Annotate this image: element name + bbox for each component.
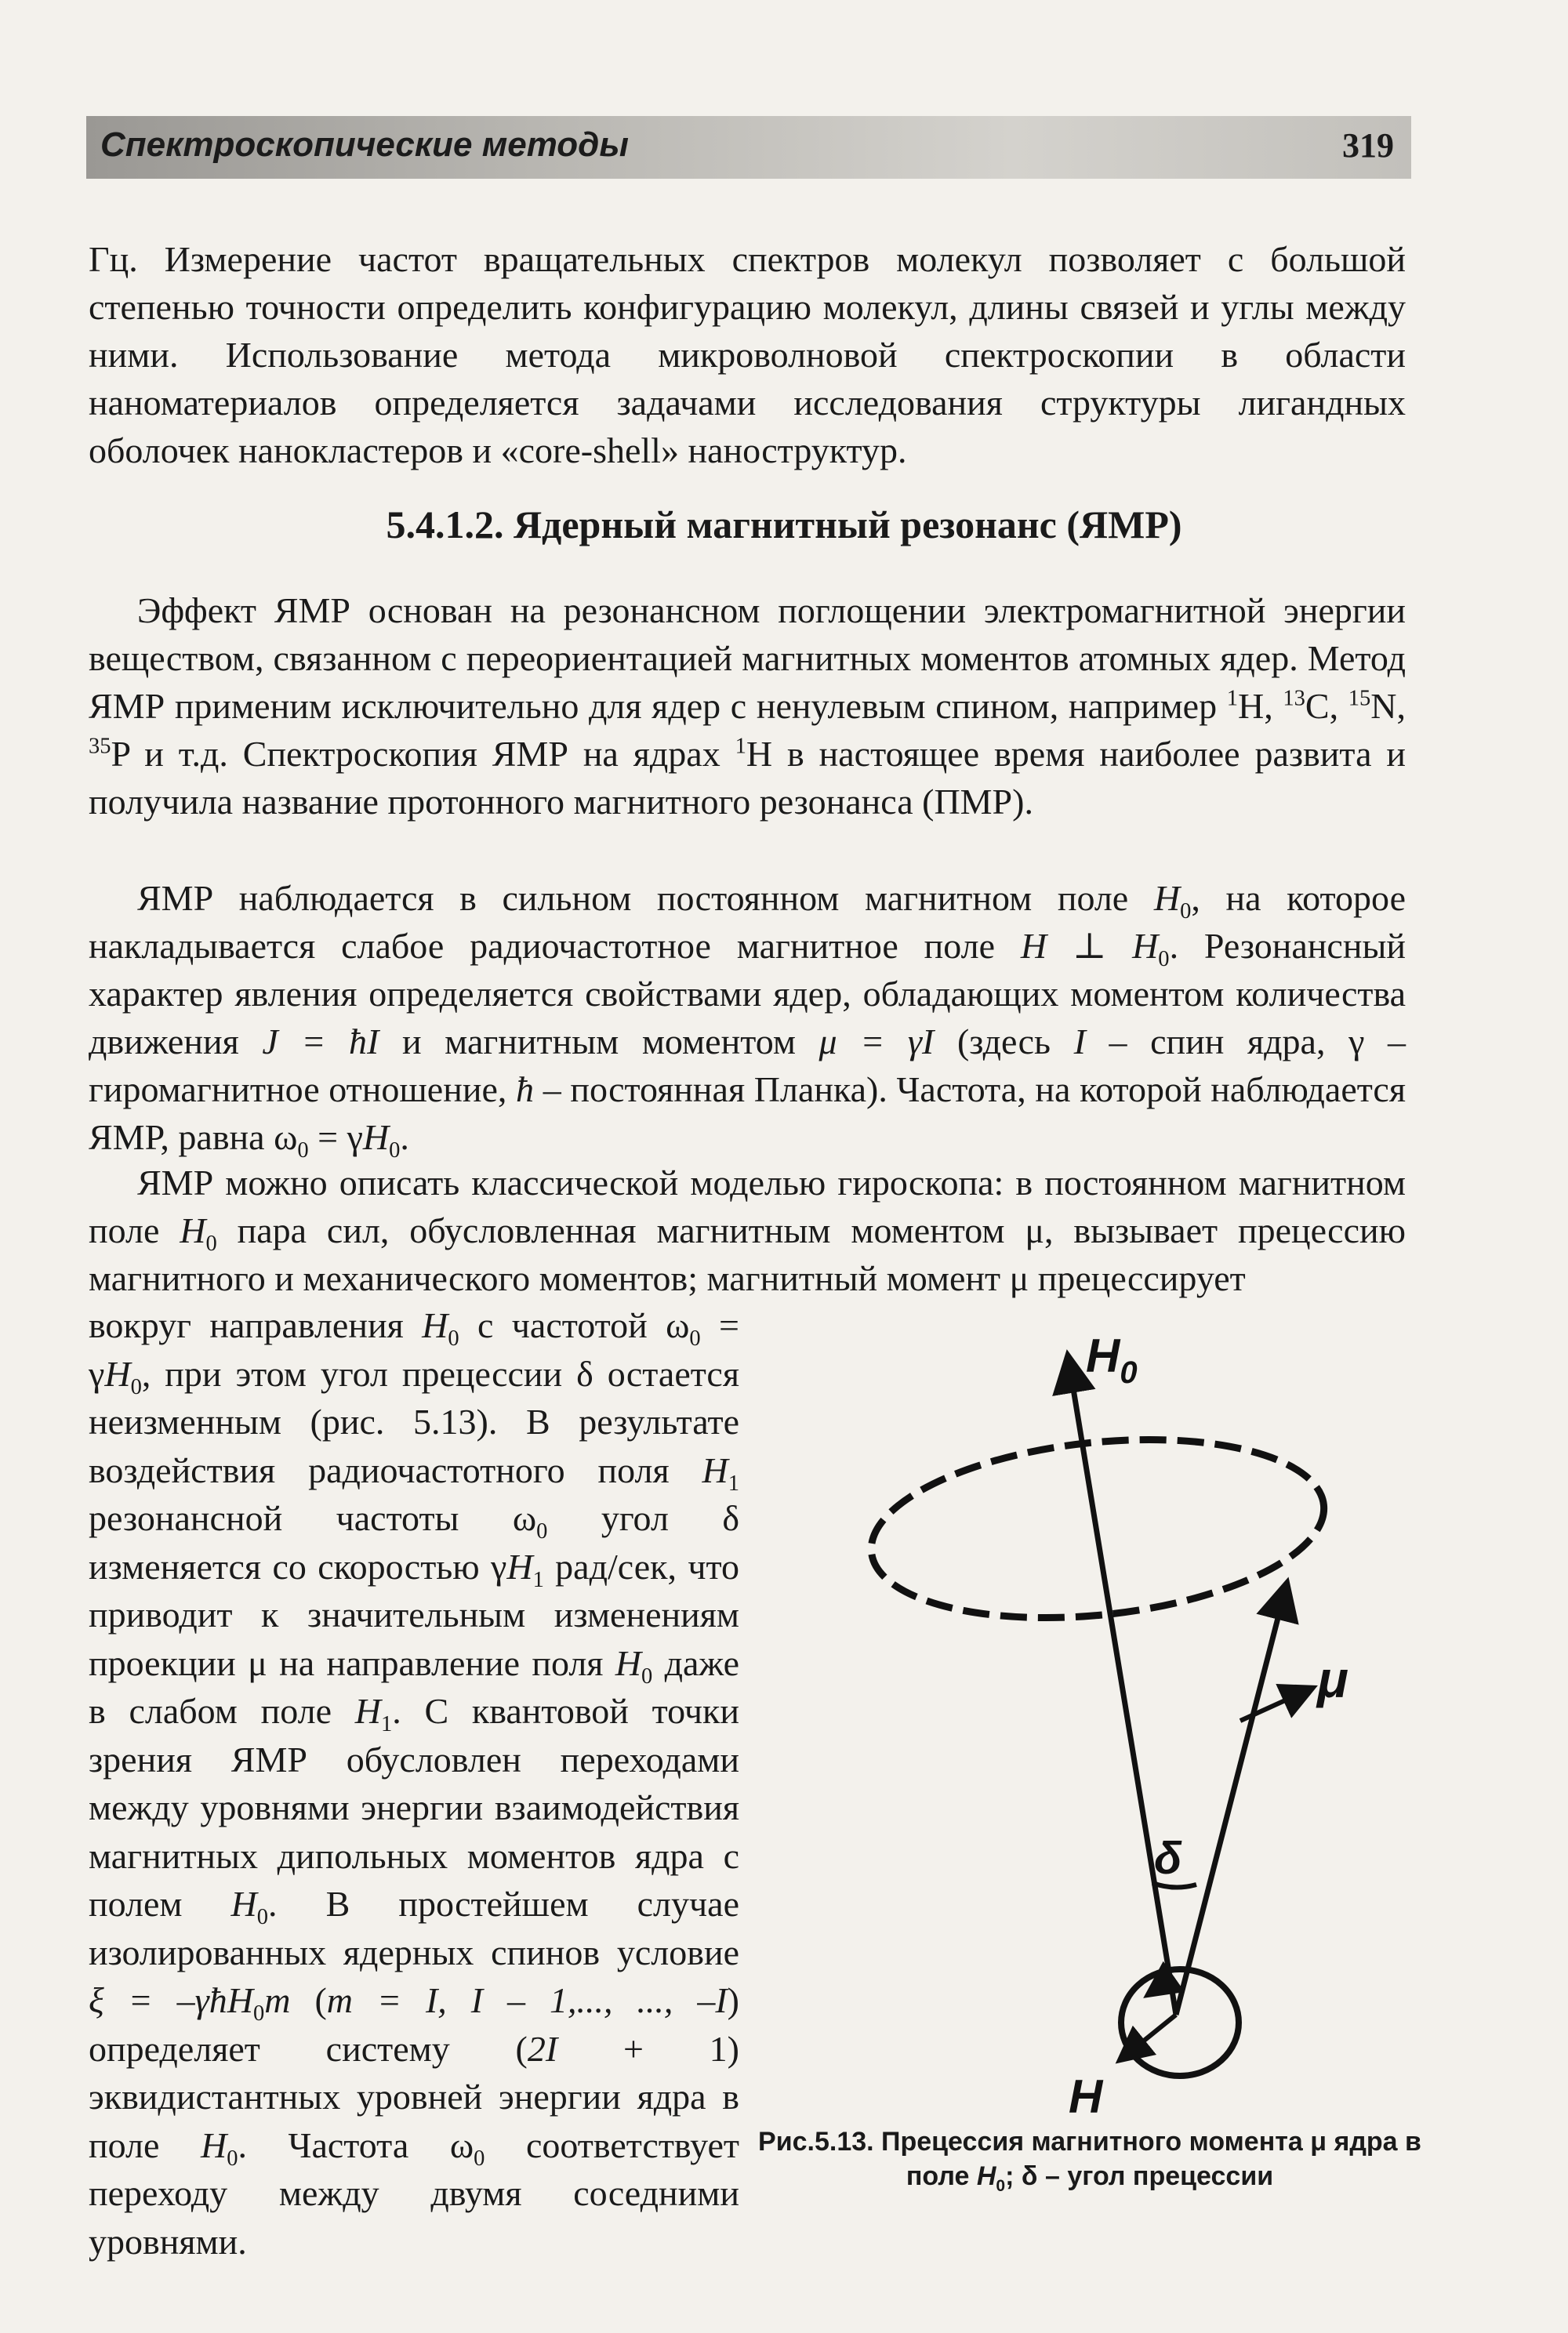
running-header-title: Спектроскопические методы	[100, 125, 629, 164]
label-mu: μ	[1317, 1650, 1348, 1708]
paragraph-gyroscope: ЯМР можно описать классической моделью гироскопа: в постоянном магнитном поле $H_0$ пара сил, обусловленная магнитным моментом μ, вызывает прецессию магнитного и механического моментов; магнитный момент μ прецессирует	[89, 1163, 1406, 1298]
h0-axis-arrow	[1069, 1360, 1176, 2015]
page-number: 319	[1342, 126, 1394, 165]
paragraph-intro: Гц. Измерение частот вращательных спектров молекул позволяет с большой степенью точности определить конфигурацию молекул, длины связей и углы между ними. Использование метода микроволновой спектроскопии в области наноматериалов определяется задачами исследования структуры лигандных оболочек нанокластеров и «core-shell» наноструктур.	[89, 239, 1406, 470]
figure-caption: Рис.5.13. Прецессия магнитного момента μ ядра в поле $H_0$; δ – угол прецессии	[758, 2127, 1421, 2195]
precession-direction-arrow	[1240, 1689, 1309, 1721]
label-delta: δ	[1154, 1833, 1182, 1884]
paragraph-nmr-field: ЯМР наблюдается в сильном постоянном магнитном поле $H_0$, на которое накладывается слабое радиочастотное магнитное поле H ⊥ $H_0$. Резонансный характер явления определяется свойствами ядер, обладающих моментом количества движения J = ħI и магнитным моментом μ = γI (здесь I – спин ядра, γ – гиромагнитное отношение, ħ – постоянная Планка). Частота, на которой наблюдается ЯМР, равна $\omega_0 = \gamma H_0$.	[89, 878, 1406, 1163]
mu-vector-arrow	[1176, 1587, 1286, 2015]
label-h0: $H_0$	[1086, 1330, 1138, 1390]
precession-figure	[847, 1325, 1427, 2187]
caption-label: Рис.5.13.	[758, 2127, 874, 2157]
label-h: H	[1069, 2070, 1103, 2123]
h-circle-arrow	[1151, 1982, 1167, 1993]
running-header	[86, 116, 1411, 179]
paragraph-nmr-effect: Эффект ЯМР основан на резонансном поглощении электромагнитной энергии веществом, связанном с переориентацией магнитных моментов атомных ядер. Метод ЯМР применим исключительно для ядер с ненулевым спином, например $^1$H, $^{13}$C, $^{15}$N, $^{35}$P и т.д. Спектроскопия ЯМР на ядрах $^1$H в настоящее время наиболее развита и получила название протонного магнитного резонанса (ПМР).	[89, 590, 1406, 822]
paragraph-gyroscope-continued: вокруг направления $H_0$ с частотой $\omega_0 = \gamma H_0$, при этом угол прецессии δ остается неизменным (рис. 5.13). В результате воздействия радиочастотного поля $H_1$ резонансной частоты $\omega_0$ угол δ изменяется со скоростью $\gamma H_1$ рад/сек, что приводит к значительным изменениям проекции μ на направление поля $H_0$ даже в слабом поле $H_1$. С квантовой точки зрения ЯМР обусловлен переходами между уровнями энергии взаимодействия магнитных дипольных моментов ядра с полем $H_0$. В простейшем случае изолированных ядерных спинов условие ξ = –γħH$_0$m (m = I, I – 1,..., ..., –I) определяет систему (2I + 1) эквидистантных уровней энергии ядра в поле $H_0$. Частота $\omega_0$ соответствует переходу между двумя соседними уровнями.	[89, 1305, 740, 2262]
section-heading: 5.4.1.2. Ядерный магнитный резонанс (ЯМР)	[386, 503, 1182, 546]
h-vector-arrow	[1123, 2015, 1176, 2058]
h-rotation-circle	[1121, 1969, 1239, 2076]
